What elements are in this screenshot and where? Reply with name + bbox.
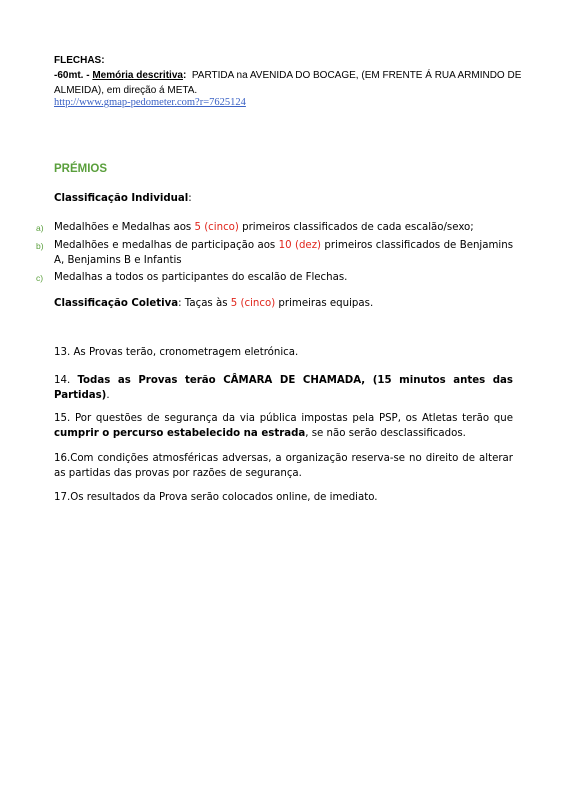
list-item-b — [54, 238, 513, 268]
rule-14 — [54, 373, 513, 403]
classificacao-individual-heading — [54, 191, 513, 206]
rule-15-after: , se não serão desclassificados. — [305, 428, 466, 439]
item-b-highlight: 10 (dez) — [278, 240, 322, 251]
premios-title: PRÉMIOS — [54, 163, 108, 175]
item-a-highlight: 5 (cinco) — [194, 222, 239, 233]
list-marker-c: c) — [36, 273, 44, 283]
memoria-colon: : — [182, 70, 187, 81]
item-a-after: primeiros classificados de cada escalão/sexo; — [238, 222, 474, 233]
list-marker-b: b) — [36, 241, 44, 251]
item-c-text: Medalhas a todos os participantes do escalão de Flechas. — [54, 272, 348, 283]
rule-14-bold: Todas as Provas terão CÂMARA DE CHAMADA, (15 minutos antes das Partidas) — [54, 375, 513, 401]
flechas-title: FLECHAS: — [54, 55, 105, 66]
rule-17: 17.Os resultados da Prova serão colocados online, de imediato. — [54, 492, 378, 503]
coletiva-after: primeiras equipas. — [275, 298, 374, 309]
rule-14-end: . — [106, 390, 110, 401]
list-marker-a: a) — [36, 223, 44, 233]
item-b-before: Medalhões e medalhas de participação aos — [54, 240, 279, 251]
rule-15-before: 15. Por questões de segurança da via pública impostas pela PSP, os Atletas terão que — [54, 413, 513, 424]
gmap-pedometer-link[interactable]: http://www.gmap-pedometer.com?r=7625124 — [54, 97, 246, 108]
rule-14-number: 14. — [54, 375, 78, 386]
list-item-c — [54, 270, 513, 285]
flechas-route-text: PARTIDA na AVENIDA DO BOCAGE, (EM FRENTE Á RUA ARMINDO DE ALMEIDA), em direção á META. — [54, 70, 522, 96]
item-a-before: Medalhões e Medalhas aos — [54, 222, 195, 233]
memoria-descritiva-label: Memória descritiva — [92, 70, 183, 81]
rule-13: 13. As Provas terão, cronometragem eletrónica. — [54, 347, 299, 358]
coletiva-highlight: 5 (cinco) — [230, 298, 276, 309]
rule-15-bold: cumprir o percurso estabelecido na estrada — [54, 428, 306, 439]
rule-16: 16.Com condições atmosféricas adversas, a organização reserva-se no direito de alterar as partidas das provas por razões de segurança. — [54, 453, 513, 479]
flechas-description — [54, 68, 524, 98]
classificacao-coletiva — [54, 296, 513, 311]
individual-heading-text: Classificação Individual — [54, 193, 189, 204]
individual-colon: : — [188, 193, 192, 204]
item-b-after: primeiros classificados de Benjamins A, Benjamins B e Infantis — [54, 240, 514, 266]
rule-15 — [54, 411, 513, 441]
flechas-distance: -60mt. - — [54, 70, 90, 81]
coletiva-before: : Taças às — [178, 298, 231, 309]
coletiva-heading: Classificação Coletiva — [54, 298, 179, 309]
list-item-a — [54, 220, 513, 235]
